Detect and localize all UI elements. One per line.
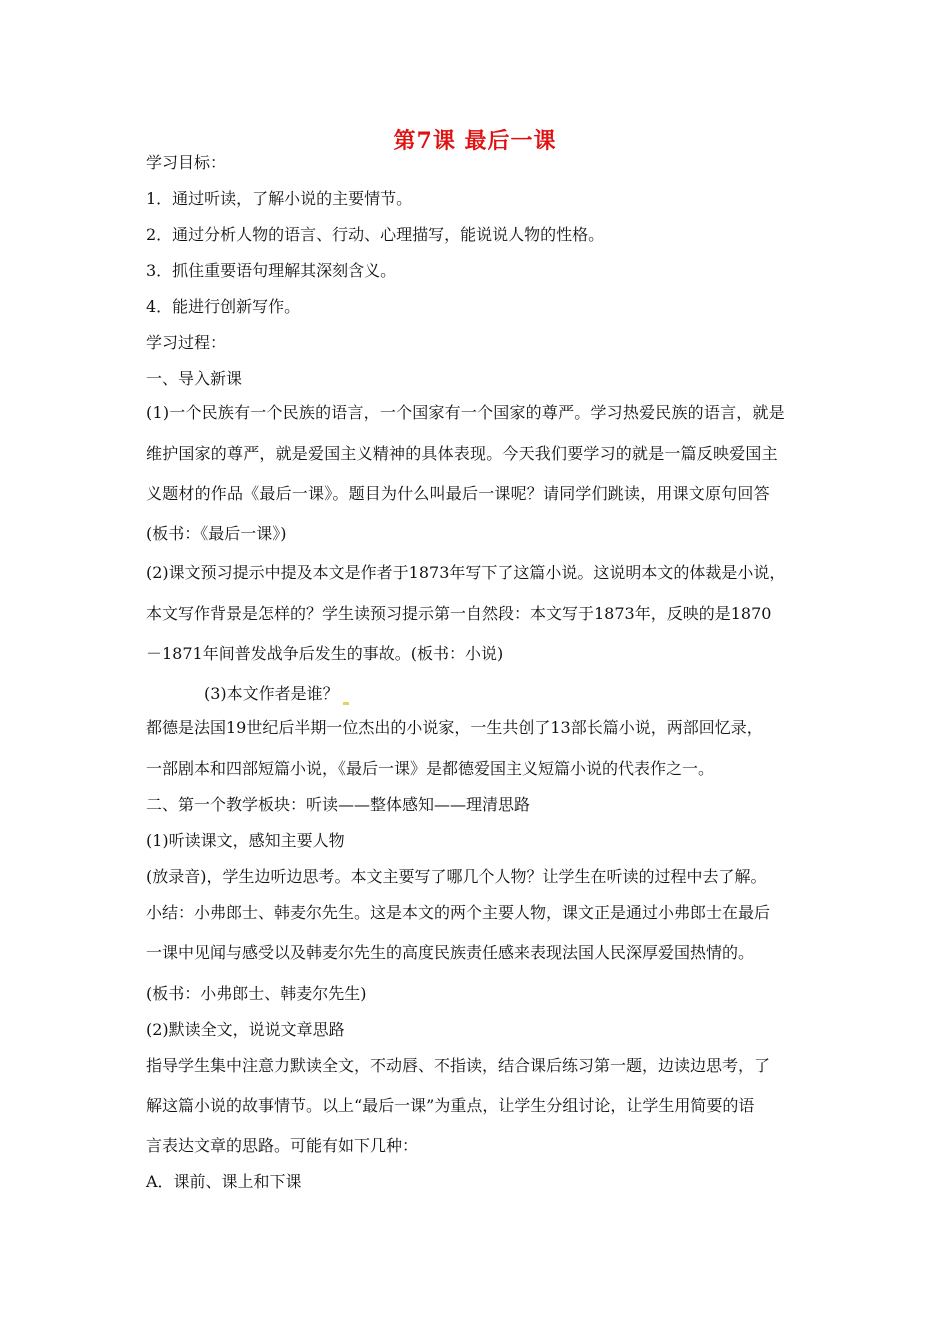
text-line: 指导学生集中注意力默读全文，不动唇、不指读，结合课后练习第一题，边读边思考，了 <box>146 1056 771 1075</box>
text-line: (板书：小弗郎士、韩麦尔先生) <box>146 984 367 1003</box>
text-line: 二、第一个教学板块：听读——整体感知——理清思路 <box>146 795 531 814</box>
text-line <box>204 684 349 705</box>
text-line: 1．通过听读，了解小说的主要情节。 <box>146 189 413 208</box>
text-line: 言表达文章的思路。可能有如下几种： <box>146 1136 419 1155</box>
text-line: 3．抓住重要语句理解其深刻含义。 <box>146 261 397 280</box>
text-line: 义题材的作品《最后一课》。题目为什么叫最后一课呢？请同学们跳读，用课文原句回答 <box>146 484 770 503</box>
text-line: －1871年间普发战争后发生的事故。(板书：小说) <box>146 644 504 663</box>
text-line: (板书：《最后一课》) <box>146 524 287 543</box>
text-line: 4．能进行创新写作。 <box>146 297 301 316</box>
page-title: 第7课 最后一课 <box>393 128 557 154</box>
text-line: 维护国家的尊严，就是爱国主义精神的具体表现。今天我们要学习的就是一篇反映爱国主 <box>146 444 778 463</box>
text-line: (放录音)，学生边听边思考。本文主要写了哪几个人物？让学生在听读的过程中去了解。 <box>146 867 767 886</box>
text-line-content: (3)本文作者是谁？ <box>204 684 339 703</box>
text-line: 都德是法国19世纪后半期一位杰出的小说家，一生共创了13部长篇小说，两部回忆录， <box>146 718 763 737</box>
text-line: 学习目标： <box>146 153 227 172</box>
text-line: 学习过程： <box>146 333 227 352</box>
text-line: 一课中见闻与感受以及韩麦尔先生的高度民族责任感来表现法国人民深厚爱国热情的。 <box>146 943 755 962</box>
text-line: 小结：小弗郎士、韩麦尔先生。这是本文的两个主要人物，课文正是通过小弗郎士在最后 <box>146 903 771 922</box>
text-line: 解这篇小说的故事情节。以上“最后一课”为重点，让学生分组讨论，让学生用简要的语 <box>146 1096 755 1115</box>
text-line: (1)一个民族有一个民族的语言，一个国家有一个国家的尊严。学习热爱民族的语言，就是 <box>146 403 785 422</box>
text-line: 一部剧本和四部短篇小说，《最后一课》是都德爱国主义短篇小说的代表作之一。 <box>146 759 715 778</box>
text-line: (2)默读全文，说说文章思路 <box>146 1020 345 1039</box>
text-line: 本文写作背景是怎样的？学生读预习提示第一自然段：本文写于1873年，反映的是1870 <box>146 604 772 623</box>
text-line: (2)课文预习提示中提及本文是作者于1873年写下了这篇小说。这说明本文的体裁是小说， <box>146 563 786 582</box>
highlight-mark <box>343 702 349 705</box>
text-line: 一、导入新课 <box>146 369 243 388</box>
text-line: (1)听读课文，感知主要人物 <box>146 831 345 850</box>
text-line: A．课前、课上和下课 <box>146 1172 302 1191</box>
text-line: 2．通过分析人物的语言、行动、心理描写，能说说人物的性格。 <box>146 225 605 244</box>
